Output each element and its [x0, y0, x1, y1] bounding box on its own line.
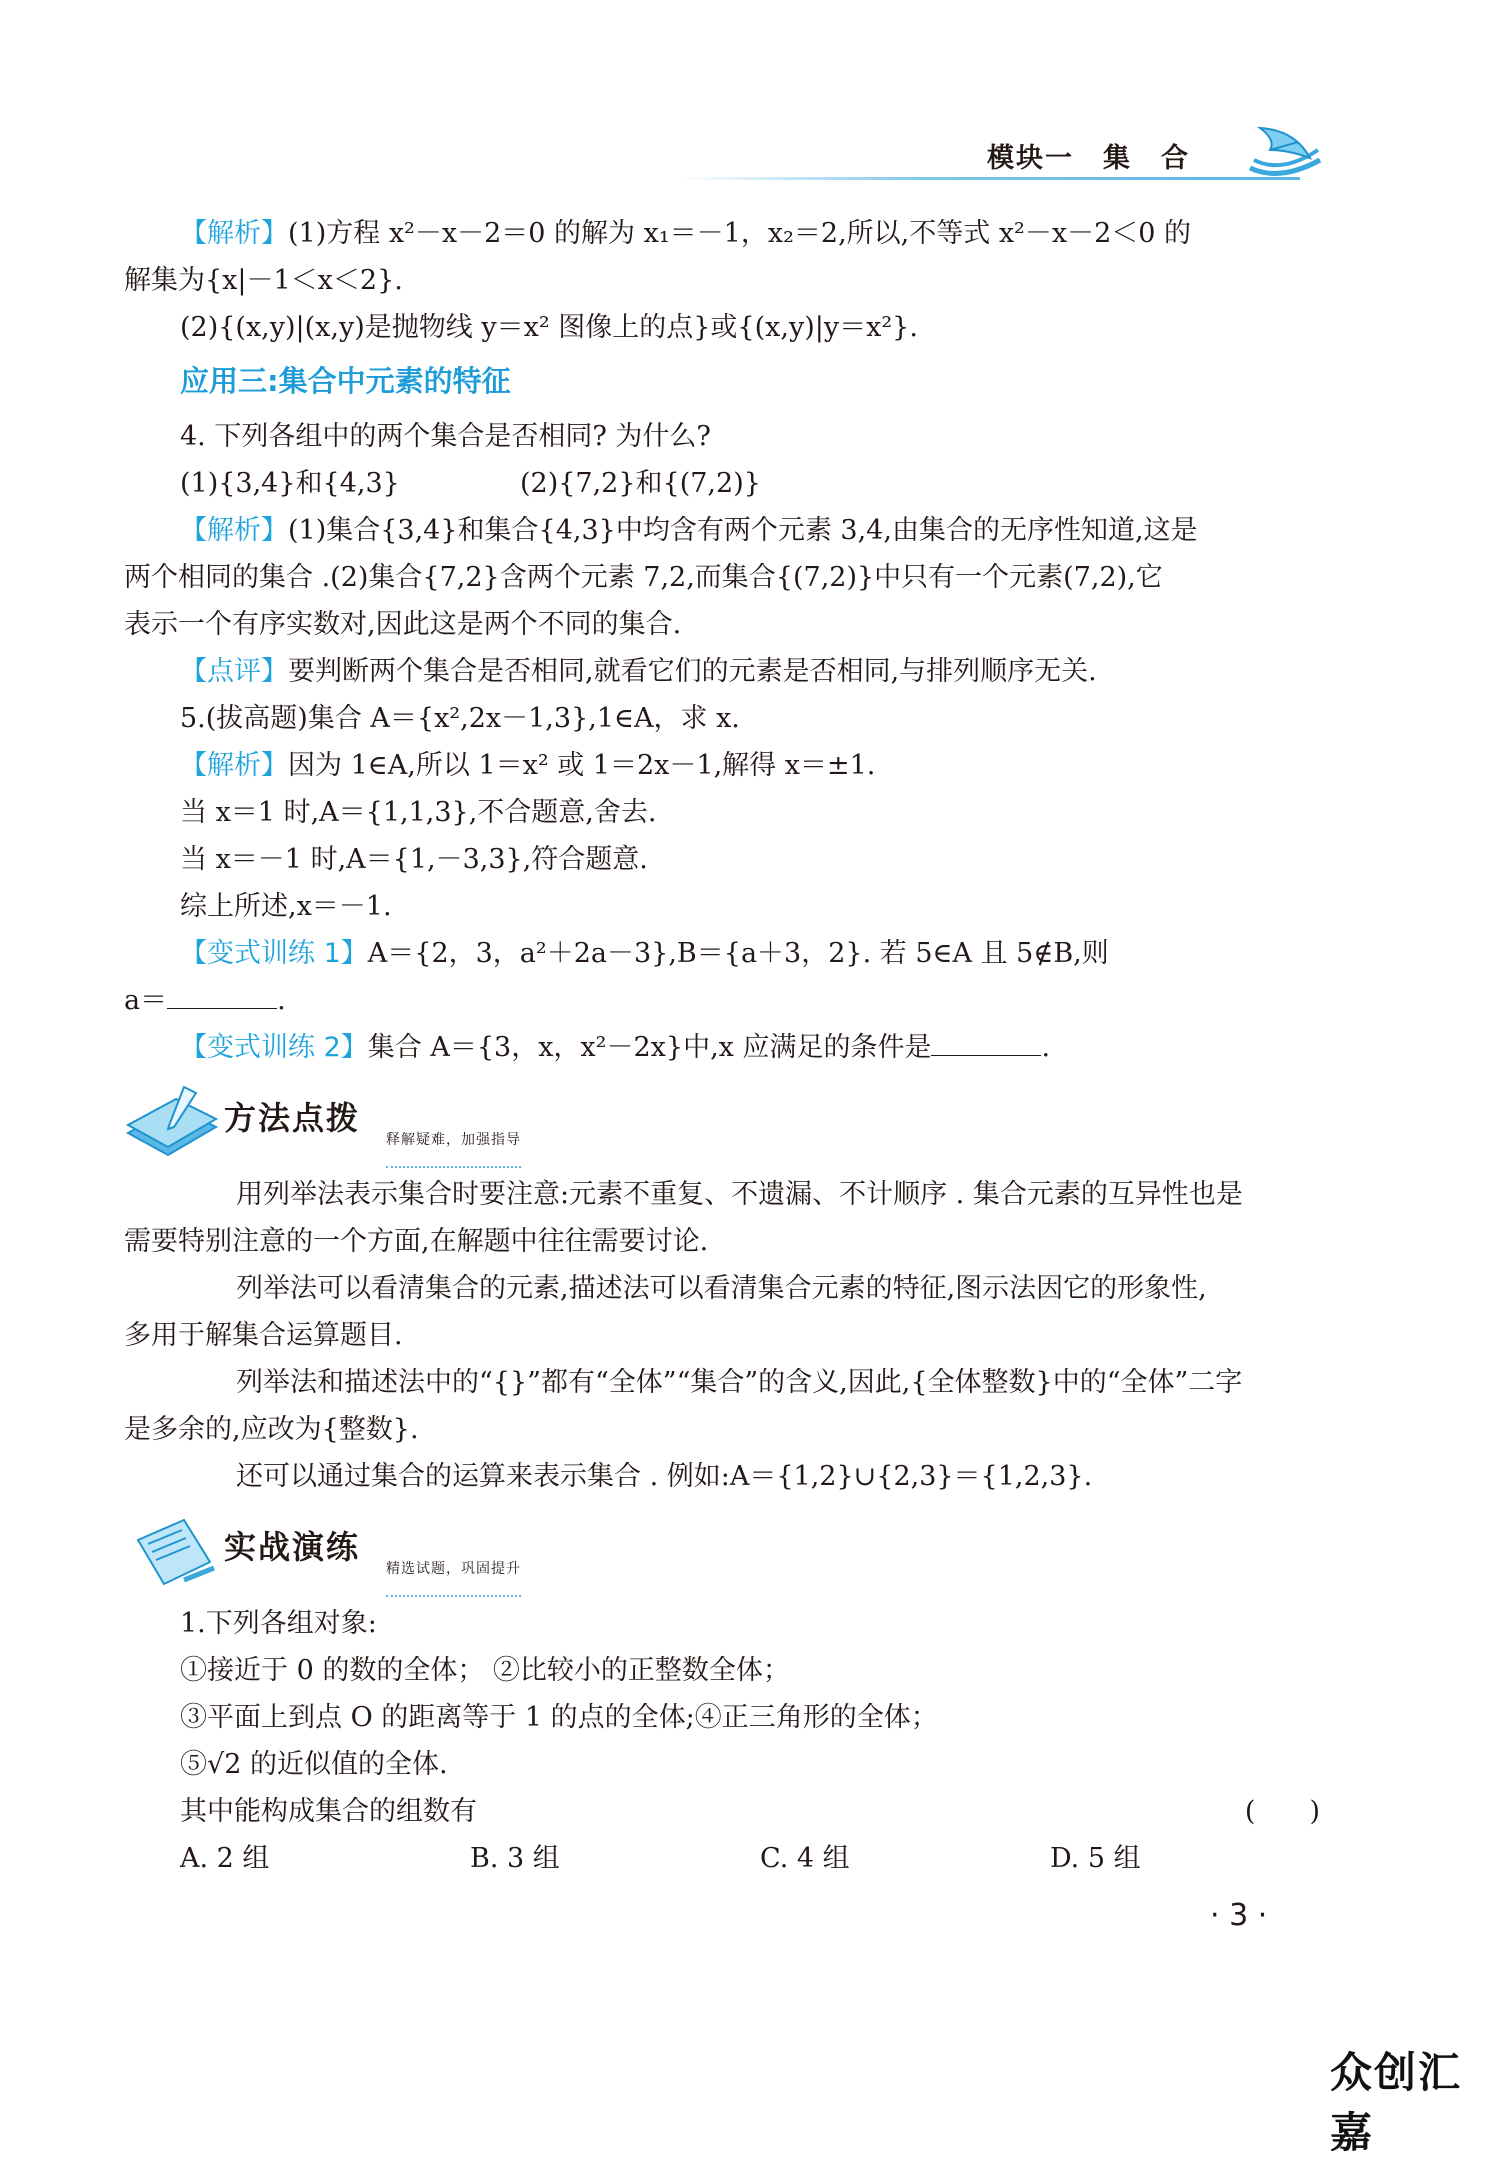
practice-title: 实战演练: [224, 1528, 361, 1566]
analysis-1-line-1: 【解析】(1)方程 x²－x－2＝0 的解为 x₁＝－1，x₂＝2,所以,不等式 x²－x－2＜0 的: [180, 218, 1192, 249]
question-4-item-2: (2){7,2}和{(7,2)}: [520, 468, 761, 499]
analysis-2-line-2: 两个相同的集合 .(2)集合{7,2}含两个元素 7,2,而集合{(7,2)}中只有一个元素(7,2),它: [124, 562, 1163, 593]
clipboard-icon: [124, 1510, 224, 1594]
analysis-3-line-3: 当 x＝－1 时,A＝{1,－3,3},符合题意.: [180, 844, 648, 875]
analysis-1-line-2: 解集为{x|－1＜x＜2}.: [124, 265, 403, 296]
book-pen-icon: [124, 1081, 224, 1165]
answer-paren[interactable]: ( ): [1244, 1796, 1320, 1827]
option-c[interactable]: C. 4 组: [760, 1843, 850, 1874]
method-p2-line-1: 列举法可以看清集合的元素,描述法可以看清集合元素的特征,图示法因它的形象性,: [236, 1273, 1207, 1304]
analysis-tag: 【解析】: [180, 218, 288, 249]
analysis-3-line-4: 综上所述,x＝－1.: [180, 891, 392, 922]
watermark-logo: 众创汇嘉: [1330, 2048, 1463, 2157]
section-heading: 应用三:集合中元素的特征: [180, 364, 511, 398]
exercise-1-line-1: 1.下列各组对象:: [180, 1608, 377, 1639]
exercise-1-stem: 其中能构成集合的组数有 ( ): [180, 1788, 1320, 1835]
method-p1-line-1: 用列举法表示集合时要注意:元素不重复、不遗漏、不计顺序 . 集合元素的互异性也是: [236, 1179, 1243, 1210]
answer-blank[interactable]: [931, 1025, 1041, 1056]
practice-banner: [124, 1510, 1320, 1594]
answer-blank[interactable]: [167, 978, 277, 1009]
analysis-tag: 【解析】: [180, 750, 288, 781]
option-b[interactable]: B. 3 组: [470, 1843, 560, 1874]
variant-tag: 【变式训练 1】: [180, 938, 368, 969]
question-4-item-1: (1){3,4}和{4,3}: [180, 468, 400, 499]
header-rule: [680, 177, 1300, 180]
method-p4: 还可以通过集合的运算来表示集合 . 例如:A＝{1,2}∪{2,3}＝{1,2,3}.: [236, 1461, 1093, 1492]
variant-1: 【变式训练 1】A＝{2，3，a²＋2a－3},B＝{a＋3，2}. 若 5∈A 且 5∉B,则: [180, 938, 1109, 969]
method-p3-line-1: 列举法和描述法中的“{}”都有“全体”“集合”的含义,因此,{全体整数}中的“全体”二字: [236, 1367, 1243, 1398]
comment-tag: 【点评】: [180, 656, 288, 687]
comment: 【点评】要判断两个集合是否相同,就看它们的元素是否相同,与排列顺序无关.: [180, 656, 1097, 687]
method-p1-line-2: 需要特别注意的一个方面,在解题中往往需要讨论.: [124, 1226, 709, 1257]
page-header: [680, 120, 1340, 200]
exercise-1-options: [180, 1835, 1320, 1882]
question-5: 5.(拔高题)集合 A＝{x²,2x－1,3},1∈A，求 x.: [180, 703, 740, 734]
question-4-items: [180, 460, 1320, 507]
analysis-1-line-3: (2){(x,y)|(x,y)是抛物线 y＝x² 图像上的点}或{(x,y)|y＝x²}.: [180, 312, 918, 343]
method-p3-line-2: 是多余的,应改为{整数}.: [124, 1414, 419, 1445]
variant-2: 【变式训练 2】集合 A＝{3，x，x²－2x}中,x 应满足的条件是 .: [180, 1024, 1320, 1071]
analysis-3-line-1: 【解析】因为 1∈A,所以 1＝x² 或 1＝2x－1,解得 x＝±1.: [180, 750, 876, 781]
analysis-2-line-1: 【解析】(1)集合{3,4}和集合{4,3}中均含有两个元素 3,4,由集合的无序性知道,这是: [180, 515, 1198, 546]
variant-1-answer: a＝ .: [124, 977, 1320, 1024]
method-title: 方法点拨: [224, 1099, 361, 1137]
analysis-2-line-3: 表示一个有序实数对,因此这是两个不同的集合.: [124, 609, 682, 640]
page-body: [124, 210, 1320, 1882]
option-a[interactable]: A. 2 组: [180, 1843, 270, 1874]
question-4: 4. 下列各组中的两个集合是否相同? 为什么?: [180, 421, 711, 452]
variant-tag: 【变式训练 2】: [180, 1032, 368, 1063]
exercise-1-line-3: ③平面上到点 O 的距离等于 1 的点的全体;④正三角形的全体；: [180, 1702, 938, 1733]
method-banner: [124, 1081, 1320, 1165]
method-p2-line-2: 多用于解集合运算题目.: [124, 1320, 403, 1351]
option-d[interactable]: D. 5 组: [1050, 1843, 1141, 1874]
analysis-3-line-2: 当 x＝1 时,A＝{1,1,3},不合题意,舍去.: [180, 797, 657, 828]
practice-subtitle: 精选试题，巩固提升: [386, 1546, 521, 1597]
module-title: 模块一 集 合: [987, 143, 1190, 174]
quill-book-icon: [1240, 120, 1330, 190]
analysis-tag: 【解析】: [180, 515, 288, 546]
exercise-1-line-4: ⑤√2 的近似值的全体.: [180, 1749, 448, 1780]
page-number: · 3 ·: [1210, 1898, 1268, 1933]
exercise-1-line-2: ①接近于 0 的数的全体； ②比较小的正整数全体；: [180, 1655, 790, 1686]
method-subtitle: 释解疑难，加强指导: [386, 1117, 521, 1168]
